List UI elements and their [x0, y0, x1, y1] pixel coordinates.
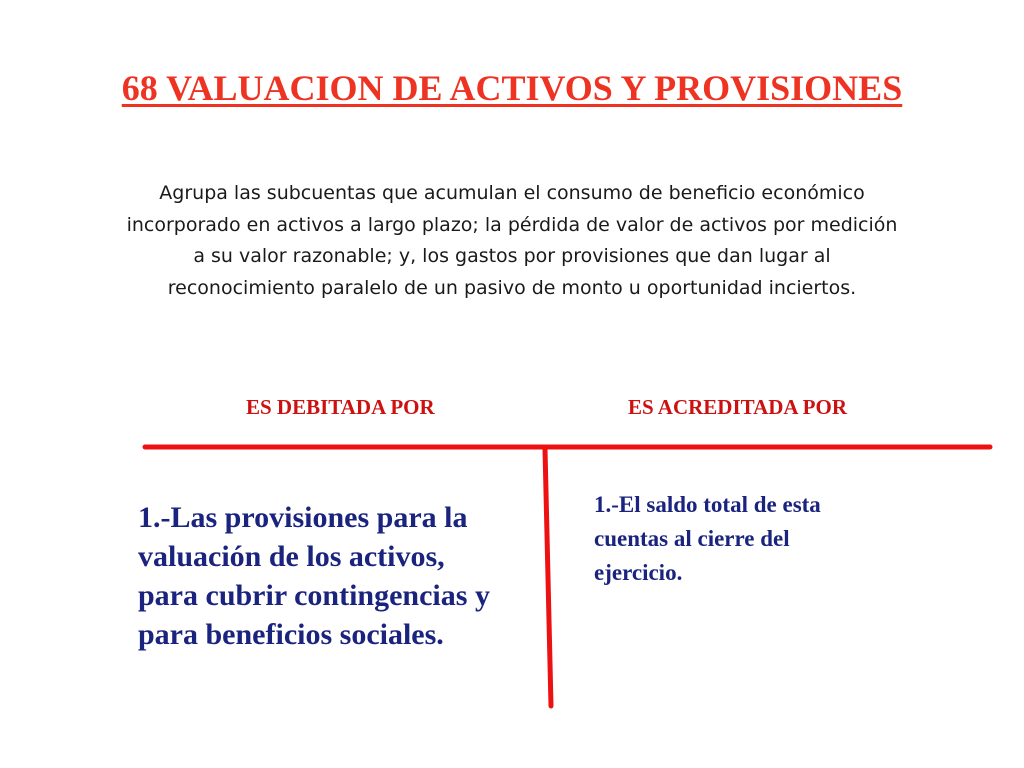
credit-entry-line: 1.-El saldo total de esta — [594, 492, 821, 517]
intro-line: a su valor razonable; y, los gastos por provisiones que dan lugar al — [193, 245, 831, 267]
credit-entry-line: cuentas al cierre del — [594, 526, 790, 551]
credit-entry-line: ejercicio. — [594, 560, 683, 585]
slide-title: 68 VALUACION DE ACTIVOS Y PROVISIONES — [121, 68, 903, 108]
debit-entry-line: 1.-Las provisiones para la — [138, 501, 468, 534]
debit-entry-line: valuación de los activos, — [138, 540, 445, 573]
debit-entry — [138, 498, 548, 654]
credit-header: ES ACREDITADA POR — [628, 395, 847, 419]
debit-entry-line: para beneficios sociales. — [138, 618, 444, 651]
intro-line: incorporado en activos a largo plazo; la pérdida de valor de activos por medición — [126, 213, 898, 236]
debit-entry-line: para cubrir contingencias y — [138, 579, 490, 612]
intro-line: Agrupa las subcuentas que acumulan el consumo de beneficio económico — [159, 182, 865, 204]
intro-line: reconocimiento paralelo de un pasivo de monto u oportunidad inciertos. — [167, 276, 857, 299]
credit-entry — [594, 488, 894, 590]
debit-header: ES DEBITADA POR — [246, 395, 435, 419]
